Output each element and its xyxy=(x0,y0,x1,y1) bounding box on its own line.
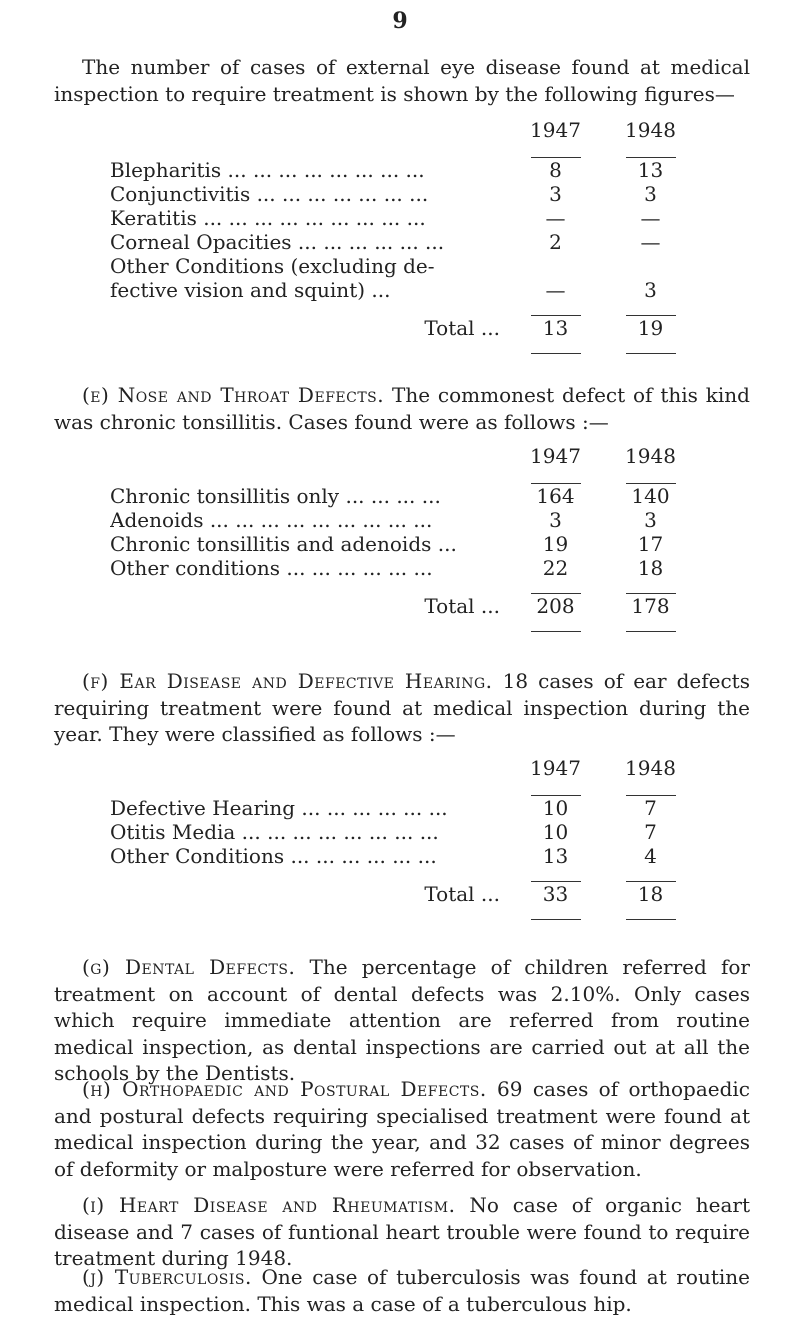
ear-disease-paragraph: (f) Ear Disease and Defective Hearing. 18 cases of ear defects requiring treatment were found at medical inspection during the year. They were classified as follows :— xyxy=(54,669,750,746)
dental-paragraph: (g) Dental Defects. The percentage of children referred for treatment on account of dental defects was 2.10%. Only cases which require immediate attention are referred from routine medical inspection, as dental inspections are carried out at all the schools by the Dentists. xyxy=(54,955,750,1085)
year-header: 1947 xyxy=(530,118,581,142)
total-row: Total ... 33 18 xyxy=(424,882,664,906)
table-row: fective vision and squint) ... — 3 xyxy=(110,278,657,302)
eye-disease-table xyxy=(110,118,698,354)
year-header: 1947 xyxy=(530,756,581,780)
year-header: 1948 xyxy=(625,118,676,142)
table-row: Adenoids ... ... ... ... ... ... ... ... ... 3 3 xyxy=(110,508,657,532)
year-header: 1948 xyxy=(625,756,676,780)
table-row: Other Conditions (excluding de- xyxy=(110,254,435,278)
year-header: 1947 xyxy=(530,444,581,468)
section-heading: (i) Heart Disease and Rheumatism. xyxy=(82,1193,456,1217)
section-heading: (e) Nose and Throat Defects. xyxy=(82,383,385,407)
table-row: Other Conditions ... ... ... ... ... ... 13 4 xyxy=(110,844,657,868)
table-row: Keratitis ... ... ... ... ... ... ... ... ... — — xyxy=(110,206,661,230)
ear-disease-table xyxy=(110,756,698,920)
tuberculosis-paragraph: (j) Tuberculosis. One case of tuberculosis was found at routine medical inspection. This was a case of a tuberculous hip. xyxy=(54,1265,750,1316)
table-row: Otitis Media ... ... ... ... ... ... ... ... 10 7 xyxy=(110,820,657,844)
nose-throat-paragraph: (e) Nose and Throat Defects. The commonest defect of this kind was chronic tonsillitis. Cases found were as follows :— xyxy=(54,383,750,434)
section-heading: (g) Dental Defects. xyxy=(82,955,296,979)
nose-throat-table xyxy=(110,444,698,632)
total-row: Total ... 208 178 xyxy=(424,594,670,618)
heart-paragraph: (i) Heart Disease and Rheumatism. No case of organic heart disease and 7 cases of funtional heart trouble were found to require treatment during 1948. xyxy=(54,1193,751,1270)
table-row: Chronic tonsillitis only ... ... ... ... 164 140 xyxy=(110,484,670,508)
table-row: Blepharitis ... ... ... ... ... ... ... ... 8 13 xyxy=(110,158,664,182)
section-heading: (h) Orthopaedic and Postural Defects. xyxy=(82,1077,487,1101)
eye-intro: The number of cases of external eye disease found at medical inspection to require treatment is shown by the following figures— xyxy=(54,55,750,106)
table-row: Conjunctivitis ... ... ... ... ... ... ... 3 3 xyxy=(110,182,657,206)
year-header: 1948 xyxy=(625,444,676,468)
orthopaedic-paragraph: (h) Orthopaedic and Postural Defects. 69 cases of orthopaedic and postural defects requiring specialised treatment were found at medical inspection during the year, and 32 cases of minor degrees of deformity or malposture were referred for observation. xyxy=(54,1077,750,1181)
section-heading: (j) Tuberculosis. xyxy=(82,1265,252,1289)
total-row: Total ... 13 19 xyxy=(424,316,664,340)
section-heading: (f) Ear Disease and Defective Hearing. xyxy=(82,669,493,693)
table-row: Defective Hearing ... ... ... ... ... ... 10 7 xyxy=(110,796,657,820)
page-number: 9 xyxy=(392,8,408,34)
table-row: Other conditions ... ... ... ... ... ... 22 18 xyxy=(110,556,664,580)
table-row: Corneal Opacities ... ... ... ... ... ... 2 — xyxy=(110,230,661,254)
table-row: Chronic tonsillitis and adenoids ... 19 17 xyxy=(110,532,664,556)
